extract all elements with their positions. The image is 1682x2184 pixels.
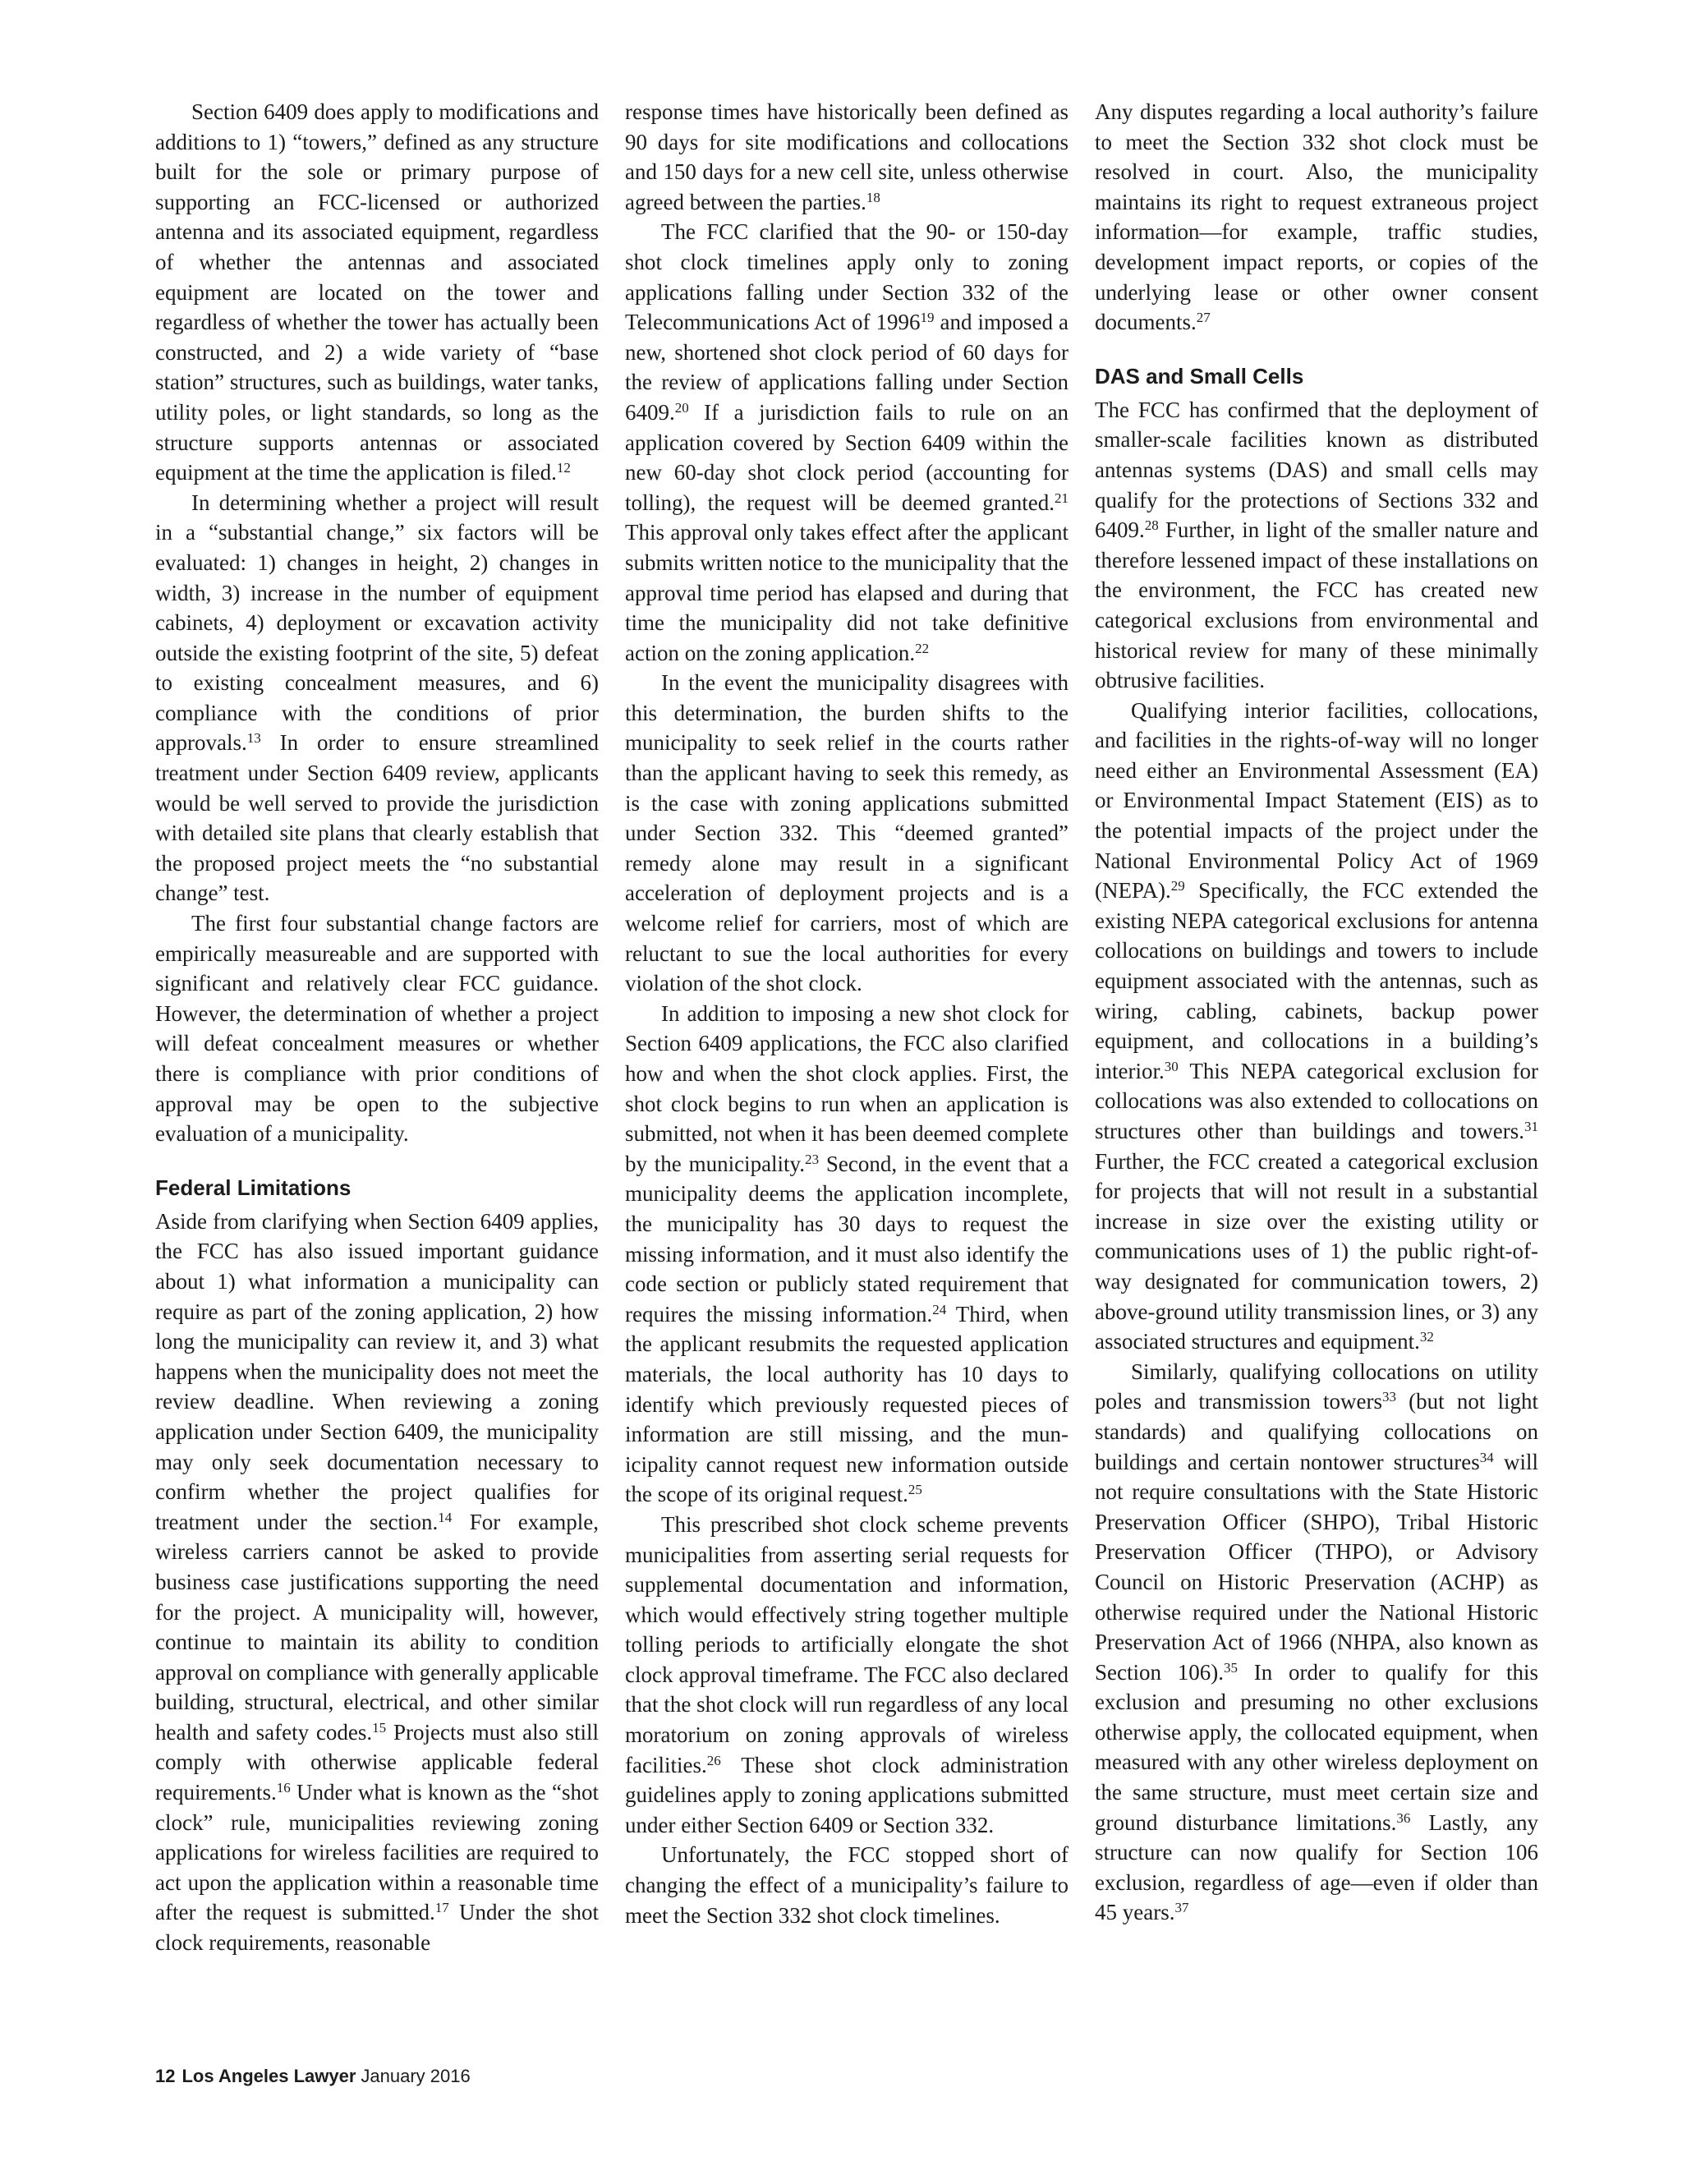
column-3 (1095, 97, 1538, 1928)
paragraph: The FCC clarified that the 90- or 150-day shot clock timelines apply only to zoning applications falling under Section 332 of the Telecommunications Act of 1996$^{19}$ and imposed a new, shortened shot clock period of 60 days for the review of applications falling under Section 6409.20 If a jurisdiction fails to rule on an application covered by Section 6409 within the new 60-day shot clock period (accounting for tolling), the request will be deemed granted.$^{21}$ This approval only takes effect after the applicant submits written notice to the municipality that the approval time period has elapsed and during that time the municipality did not take definitive action on the zoning application.$^{22}$ (625, 219, 1068, 665)
paragraph: In the event the municipality disagrees with this determination, the burden shifts to the municipality to seek relief in the courts rather than the applicant having to seek this remedy, as is the case with zoning applications submitted under Section 332. This “deemed granted” remedy alone may result in a significant acceleration of deployment projects and is a welcome relief for carriers, most of which are reluctant to sue the local authorities for every violation of the shot clock. (625, 670, 1068, 996)
footnote-ref: 24 (932, 1301, 947, 1317)
footnote-ref: 19 (920, 310, 935, 326)
footnote-ref: 18 (866, 189, 880, 205)
footnote-ref: 23 (805, 1151, 820, 1167)
paragraph: response times have historically been defined as 90 days for site modifications and collocations and 150 days for a new cell site, unless otherwise agreed between the parties.$^{18}$ (625, 99, 1068, 214)
section-heading: DAS and Small Cells (1095, 363, 1304, 389)
page-footer (155, 2066, 471, 2087)
paragraph: The first four substantial change factors are empirically measureable and are supported with significant and relatively clear FCC guidance. However, the determination of whether a project will defeat concealment measures or whether there is compliance with prior conditions of approval may be open to the subjective evaluation of a municipality. (155, 911, 599, 1147)
footnote-ref: 31 (1524, 1119, 1538, 1134)
footnote-ref: 36 (1396, 1809, 1411, 1826)
publication-name: Los Angeles Lawyer (182, 2066, 356, 2086)
paragraph: Similarly, qualifying collocations on utility poles and transmission towers$^{33}$ (but not light standards) and qualifying collocations on buildings and certain nontower structures$^{34}$ will not require consultations with the State Historic Preservation Officer (SHPO), Tribal Historic Preservation Officer (THPO), or Advisory Council on Historic Preservation (ACHP) as otherwise required under the National Historic Preservation Act of 1966 (NHPA, also known as Section 106).$^{35}$ In order to qualify for this exclusion and presuming no other exclusions otherwise apply, the collocated equipment, when measured with any other wireless deployment on the same structure, must meet certain size and ground disturbance limitations.$^{36}$ Lastly, any structure can now qualify for Section 106 exclusion, regardless of age—even if older than 45 years.$^{37}$ (1095, 1359, 1539, 1925)
paragraph: Aside from clarifying when Section 6409 applies, the FCC has also issued important guidance about 1) what information a municipality can require as part of the zoning application, 2) how long the municipality can review it, and 3) what happens when the municipality does not meet the review deadline. When reviewing a zoning application under Section 6409, the municipality may only seek documentation necessary to confirm whether the project qualifies for treatment under the section.$^{14}$ For example, wireless carriers cannot be asked to provide business case justifications supporting the need for the project. A municipality will, however, continue to maintain its ability to condition approval on compliance with generally applicable building, structural, electrical, and other similar health and safety codes.$^{15}$ Projects must also still comply with otherwise applicable federal requirements.$^{16}$ Under what is known as the “shot clock” rule, municipalities reviewing zoning applications for wireless facilities are required to act upon the application within a reasonable time after the request is submitted.$^{17}$ Under the shot clock requirements, reasonable (155, 1208, 600, 1956)
footnote-ref: 28 (1144, 517, 1159, 534)
footnote-ref: 29 (1170, 878, 1185, 894)
footnote-ref: 17 (434, 1900, 449, 1916)
footnote-ref: 33 (1381, 1389, 1396, 1405)
footnote-ref: 25 (908, 1482, 922, 1498)
paragraph: Unfortunately, the FCC stopped short of changing the effect of a municipality’s failure to meet the Section 332 shot clock timelines. (625, 1842, 1068, 1928)
column-2 (625, 97, 1068, 1930)
paragraph: Any disputes regarding a local authority’s failure to meet the Section 332 shot clock must be resolved in court. Also, the municipality maintains its right to request extraneous project information—for example, traffic studies, development impact reports, or copies of the underlying lease or other owner consent documents.$^{27}$ (1095, 99, 1538, 335)
paragraph: In addition to imposing a new shot clock for Section 6409 applications, the FCC also clarified how and when the shot clock applies. First, the shot clock begins to run when an application is submitted, not when it has been deemed complete by the municipality.$^{23}$ Second, in the event that a municipality deems the application incomplete, the municipality has 30 days to request the missing information, and it must also identify the code section or publicly stated requirement that requires the missing information.$^{24}$ Third, when the applicant resubmits the requested application materials, the local authority has 10 days to identify which previously requested pieces of information are still missing, and the municipality cannot request new information outside the scope of its original request.$^{25}$ (625, 1000, 1068, 1507)
issue-date: January 2016 (361, 2066, 471, 2086)
footnote-ref: 26 (706, 1752, 721, 1768)
footnote-ref: 20 (674, 399, 689, 416)
page-number: 12 (155, 2066, 176, 2086)
paragraph: This prescribed shot clock scheme prevents municipalities from asserting serial requests for supplemental documentation and information, which would effectively string together multiple tolling periods to artificially elongate the shot clock approval timeframe. The FCC also declared that the shot clock will run regardless of any local moratorium on zoning approvals of wireless facilities.$^{26}$ These shot clock administration guidelines apply to zoning applications submitted under either Section 6409 or Section 332. (625, 1511, 1068, 1837)
footnote-ref: 12 (556, 460, 571, 476)
footnote-ref: 14 (438, 1509, 453, 1525)
footnote-ref: 35 (1224, 1659, 1238, 1676)
footnote-ref: 21 (1055, 490, 1068, 506)
paragraph: In determining whether a project will result in a “substantial change,” six factors will be evaluated: 1) changes in height, 2) changes in width, 3) increase in the number of equipment cabinets, 4) deployment or excavation activity outside the existing footprint of the site, 5) defeat to existing concealment measures, and 6) compliance with the conditions of prior approvals.$^{13}$ In order to ensure streamlined treatment under Section 6409 review, applicants would be well served to provide the jurisdiction with detailed site plans that clearly establish that the proposed project meets the “no substantial change” test. (155, 490, 599, 906)
footnote-ref: 15 (372, 1719, 387, 1736)
paragraph: Qualifying interior facilities, collocations, and facilities in the rights-of-way will no longer need either an Environmental Assessment (EA) or Environmental Impact Statement (EIS) as to the potential impacts of the project under the National Environmental Policy Act of 1969 (NEPA).$^{29}$ Specifically, the FCC extended the existing NEPA categorical exclusions for antenna collocations on buildings and towers to include equipment associated with the antennas, such as wiring, cabling, cabinets, backup power equipment, and collocations in a building’s interior.$^{30}$ This NEPA categorical exclusion for collocations was also extended to collocations on structures other than buildings and towers.$^{31}$ Further, the FCC created a categorical exclusion for projects that will not result in a substantial increase in size over the existing utility or communications uses of 1) the public right-of-way designated for communication towers, 2) above-ground utility transmission lines, or 3) any associated structures and equipment.$^{32}$ (1095, 697, 1538, 1354)
footnote-ref: 34 (1479, 1449, 1494, 1465)
paragraph: Section 6409 does apply to modifications and additions to 1) “towers,” defined as any structure built for the sole or primary purpose of supporting an FCC-licensed or authorized antenna and its associated equipment, regardless of whether the antennas and associated equipment are located on the tower and regardless of whether the tower has actually been constructed, and 2) a wide variety of “base station” structures, such as buildings, water tanks, utility poles, or light standards, so long as the structure supports antennas or associated equipment at the time the application is filed.$^{12}$ (155, 99, 599, 485)
footnote-ref: 37 (1174, 1900, 1189, 1916)
section-heading: Federal Limitations (155, 1175, 352, 1200)
footnote-ref: 13 (246, 730, 261, 747)
footnote-ref: 22 (915, 640, 930, 656)
footnote-ref: 27 (1196, 310, 1211, 326)
paragraph: The FCC has confirmed that the deployment of smaller-scale facilities known as distributed antennas systems (DAS) and small cells may qualify for the protections of Sections 332 and 6409.28 Further, in light of the smaller nature and therefore lessened impact of these installations on the environment, the FCC has created new categorical exclusions from environmental and historical review for many of these minimally obtrusive facilities. (1095, 397, 1538, 693)
footnote-ref: 32 (1419, 1329, 1434, 1345)
column-1 (155, 97, 599, 1958)
footnote-ref: 16 (276, 1780, 291, 1796)
footnote-ref: 30 (1164, 1058, 1179, 1074)
